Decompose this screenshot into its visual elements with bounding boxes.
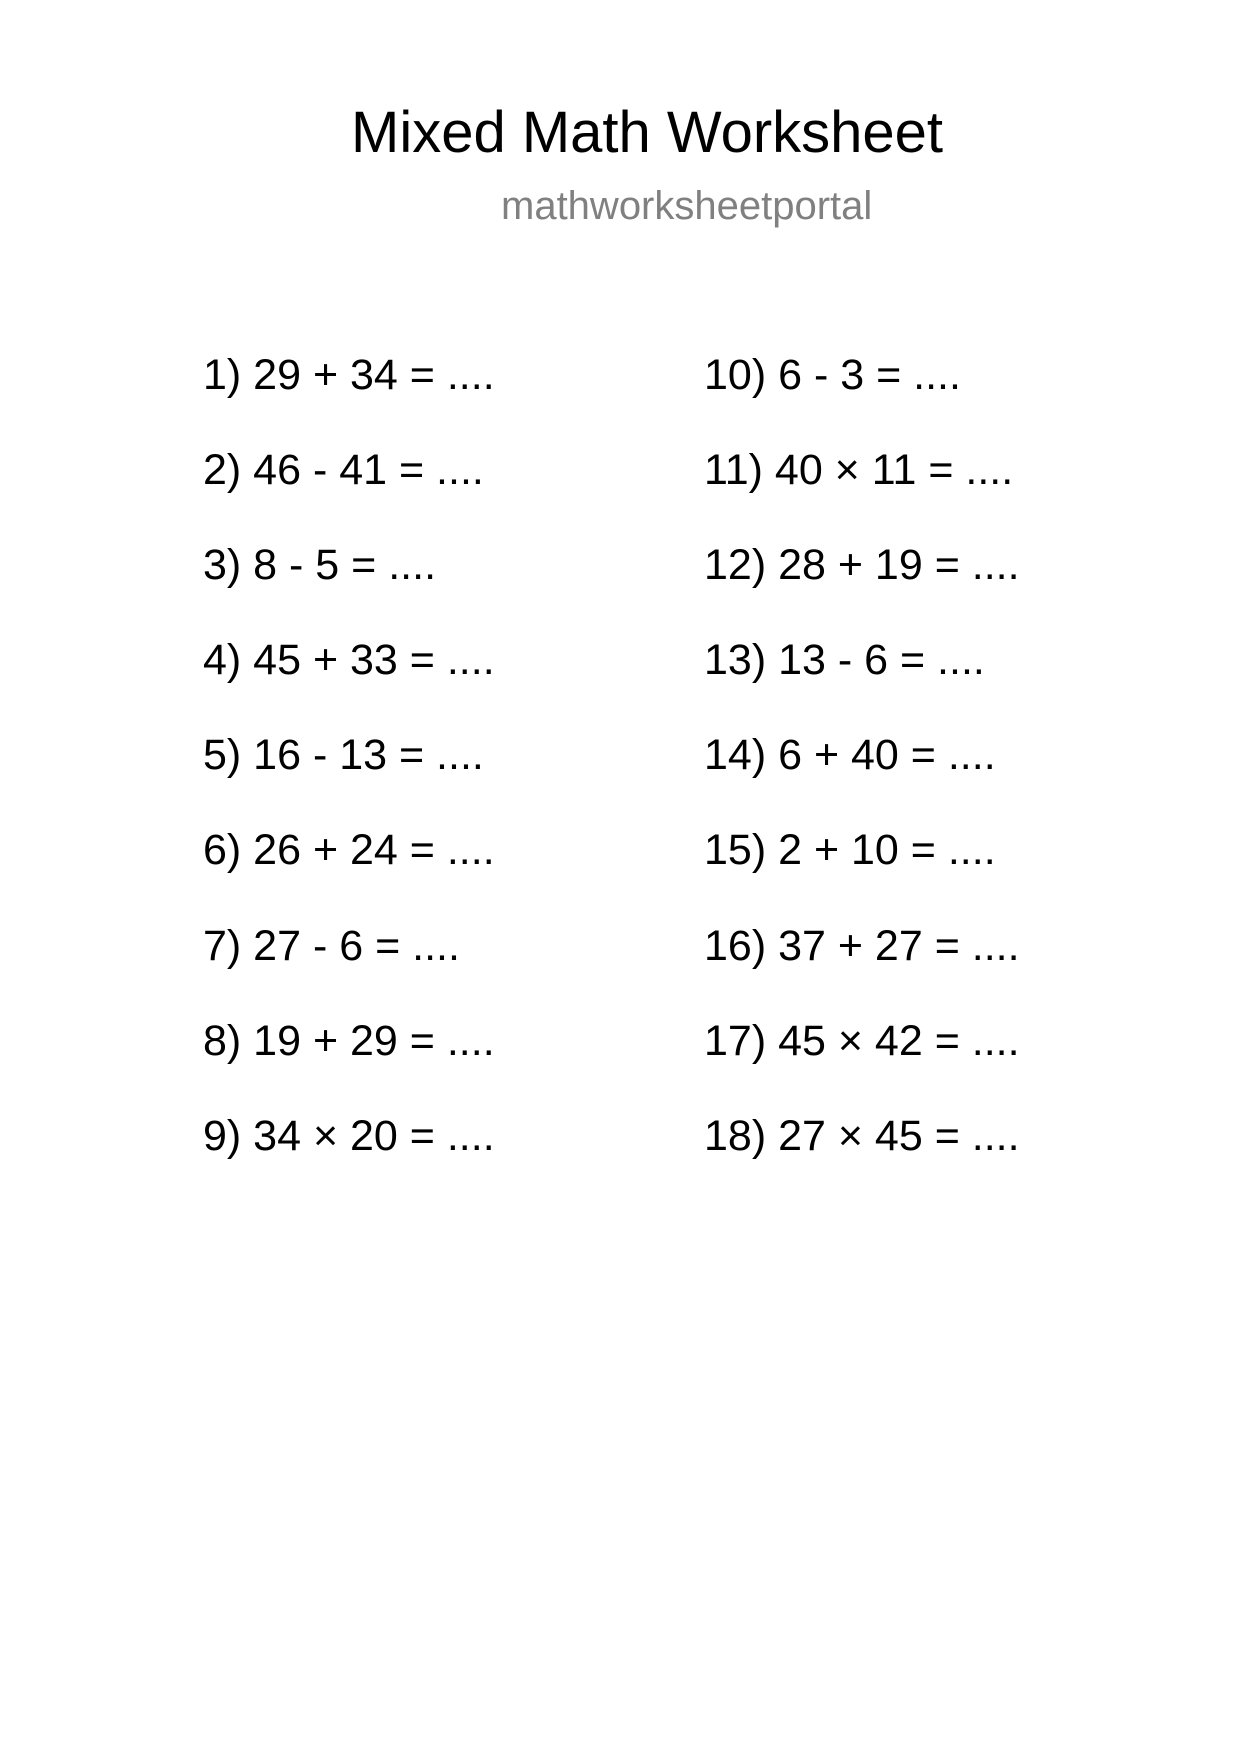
problem-7: 7) 27 - 6 = .... (203, 921, 460, 970)
problems-right-column (704, 349, 1020, 1205)
problem-16: 16) 37 + 27 = .... (704, 921, 1020, 970)
problem-3: 3) 8 - 5 = .... (203, 541, 437, 590)
problem-18: 18) 27 × 45 = .... (704, 1111, 1020, 1160)
problem-8: 8) 19 + 29 = .... (203, 1016, 495, 1065)
problem-14: 14) 6 + 40 = .... (704, 731, 996, 780)
problem-11: 11) 40 × 11 = .... (704, 446, 1014, 495)
problem-9: 9) 34 × 20 = .... (203, 1111, 495, 1160)
problem-13: 13) 13 - 6 = .... (704, 636, 985, 685)
problems-left-column (203, 349, 495, 1205)
problem-4: 4) 45 + 33 = .... (203, 636, 495, 685)
problem-1: 1) 29 + 34 = .... (203, 351, 495, 399)
problem-5: 5) 16 - 13 = .... (203, 731, 484, 780)
worksheet-subtitle: mathworksheetportal (501, 184, 873, 228)
problem-2: 2) 46 - 41 = .... (203, 446, 484, 495)
worksheet-title: Mixed Math Worksheet (351, 100, 944, 165)
problem-6: 6) 26 + 24 = .... (203, 826, 495, 875)
problem-15: 15) 2 + 10 = .... (704, 826, 996, 875)
problem-17: 17) 45 × 42 = .... (704, 1016, 1020, 1065)
problem-10: 10) 6 - 3 = .... (704, 351, 961, 399)
problem-12: 12) 28 + 19 = .... (704, 541, 1020, 590)
